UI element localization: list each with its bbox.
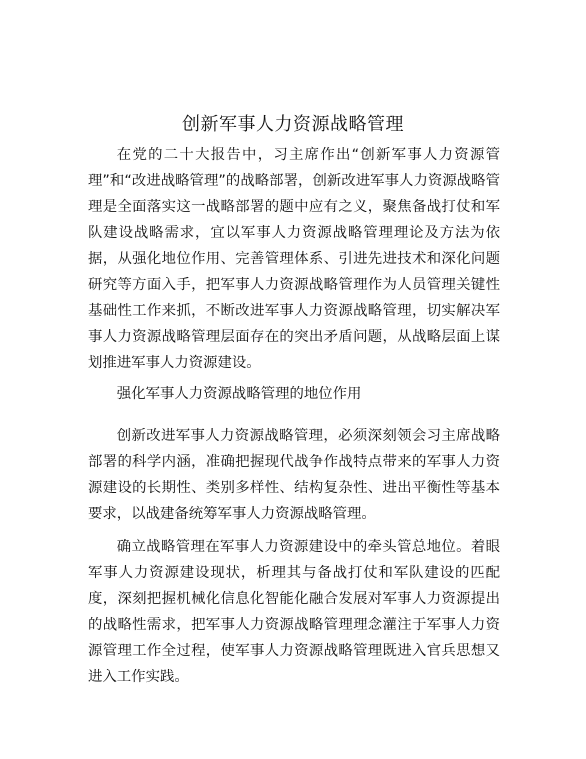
body-paragraph: 确立战略管理在军事人力资源建设中的牵头管总地位。着眼军事人力资源建设现状，析理其与备战打仗和军队建设的匹配度，深刻把握机械化信息化智能化融合发展对军事人力资源提出的战略性需求，把军事人力资源战略管理理念灌注于军事人力资源管理工作全过程，使军事人力资源战略管理既进入官兵思想又进入工作实践。 (88, 539, 500, 685)
section-heading: 强化军事人力资源战略管理的地位作用 (116, 386, 362, 402)
document-title: 创新军事人力资源战略管理 (182, 114, 404, 136)
body-paragraph: 创新改进军事人力资源战略管理，必须深刻领会习主席战略部署的科学内涵，准确把握现代战争作战特点带来的军事人力资源建设的长期性、类别多样性、结构复杂性、进出平衡性等基本要求，以战建备统筹军事人力资源战略管理。 (88, 428, 500, 522)
intro-paragraph: 在党的二十大报告中，习主席作出“创新军事人力资源管理”和“改进战略管理”的战略部署，创新改进军事人力资源战略管理是全面落实这一战略部署的题中应有之义，聚焦备战打仗和军队建设战略需求，宜以军事人力资源战略管理理论及方法为依据，从强化地位作用、完善管理体系、引进先进技术和深化问题研究等方面入手，把军事人力资源战略管理作为人员管理关键性基础性工作来抓，不断改进军事人力资源战略管理，切实解决军事人力资源战略管理层面存在的突出矛盾问题，从战略层面上谋划推进军事人力资源建设。 (88, 147, 500, 371)
